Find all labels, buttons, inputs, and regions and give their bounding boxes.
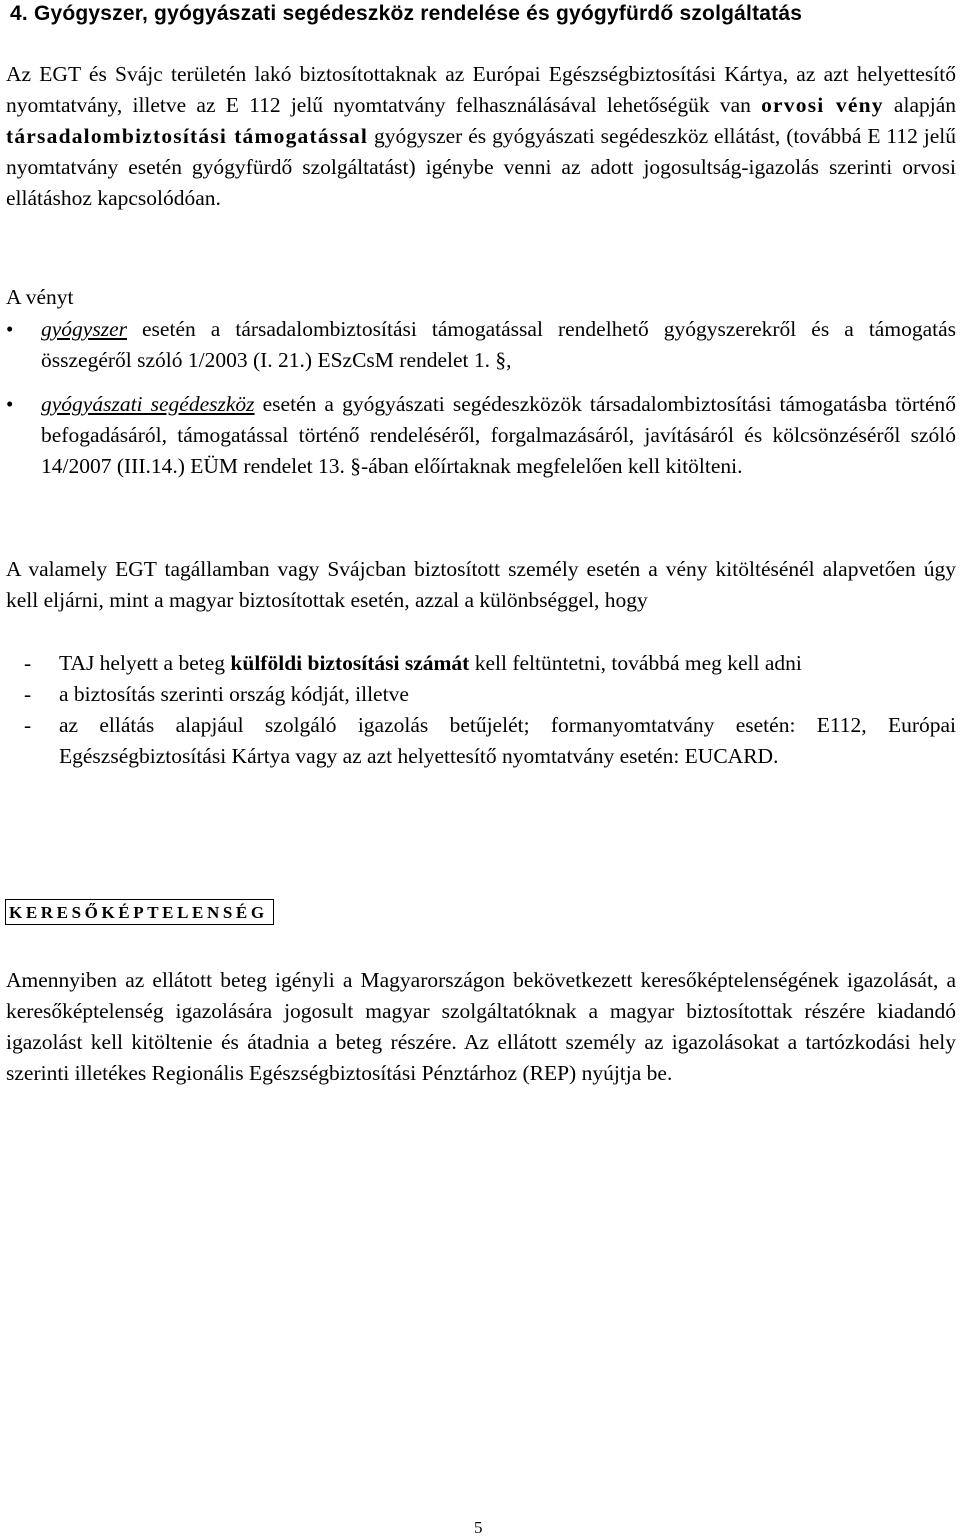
eea-paragraph: A valamely EGT tagállamban vagy Svájcban biztosított személy esetén a vény kitöltésénél alapvetően úgy kell eljárni, mint a magyar biztosítottak esetén, azzal a különbséggel, hogy [6,557,956,612]
dash-marker: - [24,682,32,706]
bullet-emphasis: gyógyszer [41,317,127,341]
requirements-dash-list [6,648,956,772]
intro-text-1: Az EGT és Svájc területén lakó biztosítottaknak az Európai Egészségbiztosítási Kártya, az azt helyettesítő nyomtatvány, illetve az E 112 jelű nyomtatvány felhasználásával lehetőségük van [6,62,956,117]
bullet-emphasis: gyógyászati segédeszköz [41,392,255,416]
bullet-icon: • [6,392,14,416]
list-item [6,314,956,376]
dash-text-post: kell feltüntetni, továbbá meg kell adni [469,651,802,675]
dash-text: a biztosítás szerinti ország kódját, illetve [59,682,409,706]
bullet-text: esetén a társadalombiztosítási támogatással rendelhető gyógyszerekről és a támogatás összegéről szóló 1/2003 (I. 21.) ESzCsM rendelet 1. §, [41,317,956,372]
intro-text-2: alapján [883,93,956,117]
list-item [6,710,956,772]
list-item [6,389,956,482]
bullet-text: esetén a gyógyászati segédeszközök társadalombiztosítási támogatásba történő befogadásáról, támogatással történő rendeléséről, forgalmazásáról, javításáról és kölcsönzéséről szóló 14/2007 (III.14.) EÜM rendelet 13. §-ában előírtaknak megfelelően kell kitölteni. [41,392,956,478]
dash-text-bold: külföldi biztosítási számát [230,651,470,675]
venyt-label: A vényt [6,285,74,309]
incapacity-paragraph: Amennyiben az ellátott beteg igényli a Magyarországon bekövetkezett keresőképtelenségének igazolását, a keresőképtelenség igazolására jogosult magyar szolgáltatóknak a magyar biztosítottak részére kiadandó igazolást kell kitöltenie és átadnia a beteg részére. Az ellátott személy az igazolásokat a tartózkodási hely szerinti illetékes Regionális Egészségbiztosítási Pénztárhoz (REP) nyújtja be. [6,968,956,1085]
page-number: 5 [474,1518,483,1537]
dash-text: az ellátás alapjául szolgáló igazolás betűjelét; formanyomtatvány esetén: E112, Európai Egészségbiztosítási Kártya vagy az azt helyettesítő nyomtatvány esetén: EUCARD. [59,713,956,768]
intro-bold-2: társadalombiztosítási támogatással [6,124,369,148]
list-item [6,648,956,679]
list-item [6,679,956,710]
intro-text-3: gyógyszer és gyógyászati segédeszköz ellátást, (továbbá E 112 jelű nyomtatvány esetén gyógyfürdő szolgáltatást) igénybe venni az adott jogosultság-igazolás szerinti orvosi ellátáshoz kapcsolódóan. [6,124,957,210]
prescription-bullet-list [6,314,956,495]
dash-marker: - [24,651,32,675]
dash-text-pre: TAJ helyett a beteg [59,651,231,675]
intro-bold-1: orvosi vény [761,93,884,117]
dash-marker: - [24,713,32,737]
section-title-box: KERESŐKÉPTELENSÉG [5,899,274,925]
intro-paragraph [6,59,956,214]
bullet-icon: • [6,317,14,341]
section-heading: 4. Gyógyszer, gyógyászati segédeszköz rendelése és gyógyfürdő szolgáltatás [10,2,803,25]
